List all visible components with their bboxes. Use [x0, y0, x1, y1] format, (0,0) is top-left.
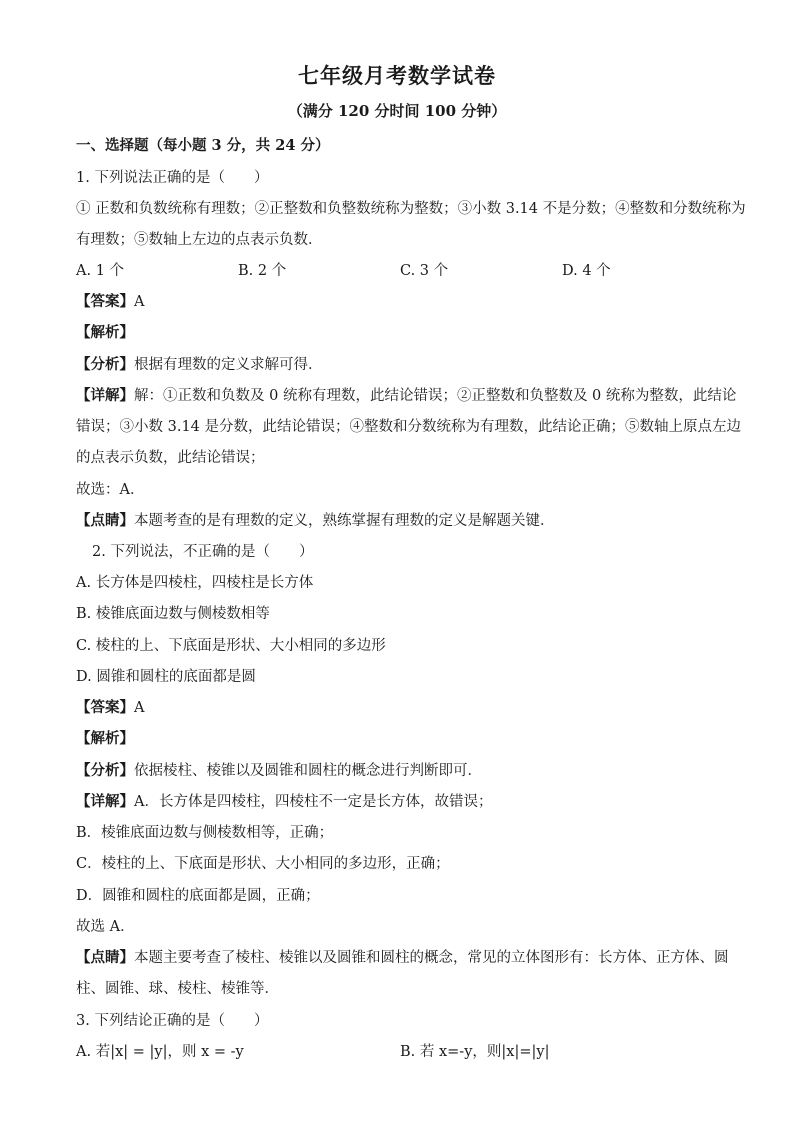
- q2-dianjing: [76, 948, 729, 968]
- q2-option-c: C. 棱柱的上、下底面是形状、大小相同的多边形: [76, 638, 386, 654]
- dianjing-text: 本题考查的是有理数的定义，熟练掌握有理数的定义是解题关键．: [134, 513, 555, 529]
- q2-detail-line: D．圆锥和圆柱的底面都是圆，正确；: [76, 888, 320, 904]
- answer-tag: 【答案】: [76, 699, 134, 716]
- q1-option-d: D. 4 个: [562, 263, 611, 279]
- q1-answer: [76, 292, 144, 312]
- q3-stem: 3. 下列结论正确的是（ ）: [76, 1013, 269, 1029]
- section-heading: 一、选择题（每小题 3 分，共 24 分）: [76, 137, 330, 154]
- page-subtitle: （满分 120 分时间 100 分钟）: [287, 102, 507, 120]
- q1-analysis-tag: 【解析】: [76, 324, 134, 341]
- q1-dianjing: [76, 511, 555, 531]
- q2-dianjing-line: 柱、圆锥、球、棱柱、棱锥等．: [76, 981, 279, 997]
- q2-detail: [76, 792, 492, 812]
- q2-fenxi: [76, 761, 482, 781]
- q1-text-line: ① 正数和负数统称有理数；②正整数和负整数统称为整数；③小数 3.14 不是分数；④整数和分数统称为: [76, 201, 746, 217]
- q1-option-b: B. 2 个: [238, 263, 287, 279]
- fenxi-text: 依据棱柱、棱锥以及圆锥和圆柱的概念进行判断即可．: [134, 763, 482, 779]
- detail-tag: 【详解】: [76, 387, 134, 404]
- dianjing-tag: 【点睛】: [76, 949, 134, 966]
- q1-text-line: 有理数；⑤数轴上左边的点表示负数．: [76, 232, 323, 248]
- q1-detail: [76, 386, 736, 406]
- q1-option-a: A. 1 个: [76, 263, 125, 279]
- q1-detail-line: 的点表示负数，此结论错误；: [76, 450, 265, 466]
- q2-detail-line: B．棱锥底面边数与侧棱数相等，正确；: [76, 825, 334, 841]
- detail-tag: 【详解】: [76, 793, 134, 810]
- q2-stem: 2. 下列说法，不正确的是（ ）: [92, 544, 314, 560]
- q3-option-a: A. 若|x| = |y|，则 x = -y: [76, 1044, 244, 1060]
- q1-detail-line: 错误；③小数 3.14 是分数，此结论错误；④整数和分数统称为有理数，此结论正确；⑤数轴上原点左边: [76, 419, 741, 435]
- q1-fenxi: [76, 355, 323, 375]
- q2-option-a: A. 长方体是四棱柱，四棱柱是长方体: [76, 575, 314, 591]
- q1-choose: 故选：A．: [76, 482, 145, 498]
- q1-option-c: C. 3 个: [400, 263, 449, 279]
- detail-text: 解：①正数和负数及 0 统称有理数，此结论错误；②正整数和负整数及 0 统称为整数，此结论: [134, 388, 737, 404]
- q2-analysis-tag: 【解析】: [76, 730, 134, 747]
- q3-option-b: B. 若 x=-y，则|x|=|y|: [400, 1044, 550, 1060]
- q1-stem: 1. 下列说法正确的是（ ）: [76, 170, 269, 186]
- answer-value: A: [134, 700, 145, 716]
- answer-tag: 【答案】: [76, 293, 134, 310]
- fenxi-tag: 【分析】: [76, 762, 134, 779]
- q2-choose: 故选 A．: [76, 919, 135, 935]
- fenxi-text: 根据有理数的定义求解可得．: [134, 357, 323, 373]
- dianjing-text: 本题主要考查了棱柱、棱锥以及圆锥和圆柱的概念，常见的立体图形有：长方体、正方体、圆: [134, 950, 729, 966]
- q2-option-b: B. 棱锥底面边数与侧棱数相等: [76, 606, 270, 622]
- dianjing-tag: 【点睛】: [76, 512, 134, 529]
- q2-detail-line: C．棱柱的上、下底面是形状、大小相同的多边形，正确；: [76, 856, 450, 872]
- q2-answer: [76, 698, 144, 718]
- detail-text: A．长方体是四棱柱，四棱柱不一定是长方体，故错误；: [134, 794, 493, 810]
- q2-option-d: D. 圆锥和圆柱的底面都是圆: [76, 669, 256, 685]
- answer-value: A: [134, 294, 145, 310]
- fenxi-tag: 【分析】: [76, 356, 134, 373]
- page-title: 七年级月考数学试卷: [298, 63, 496, 88]
